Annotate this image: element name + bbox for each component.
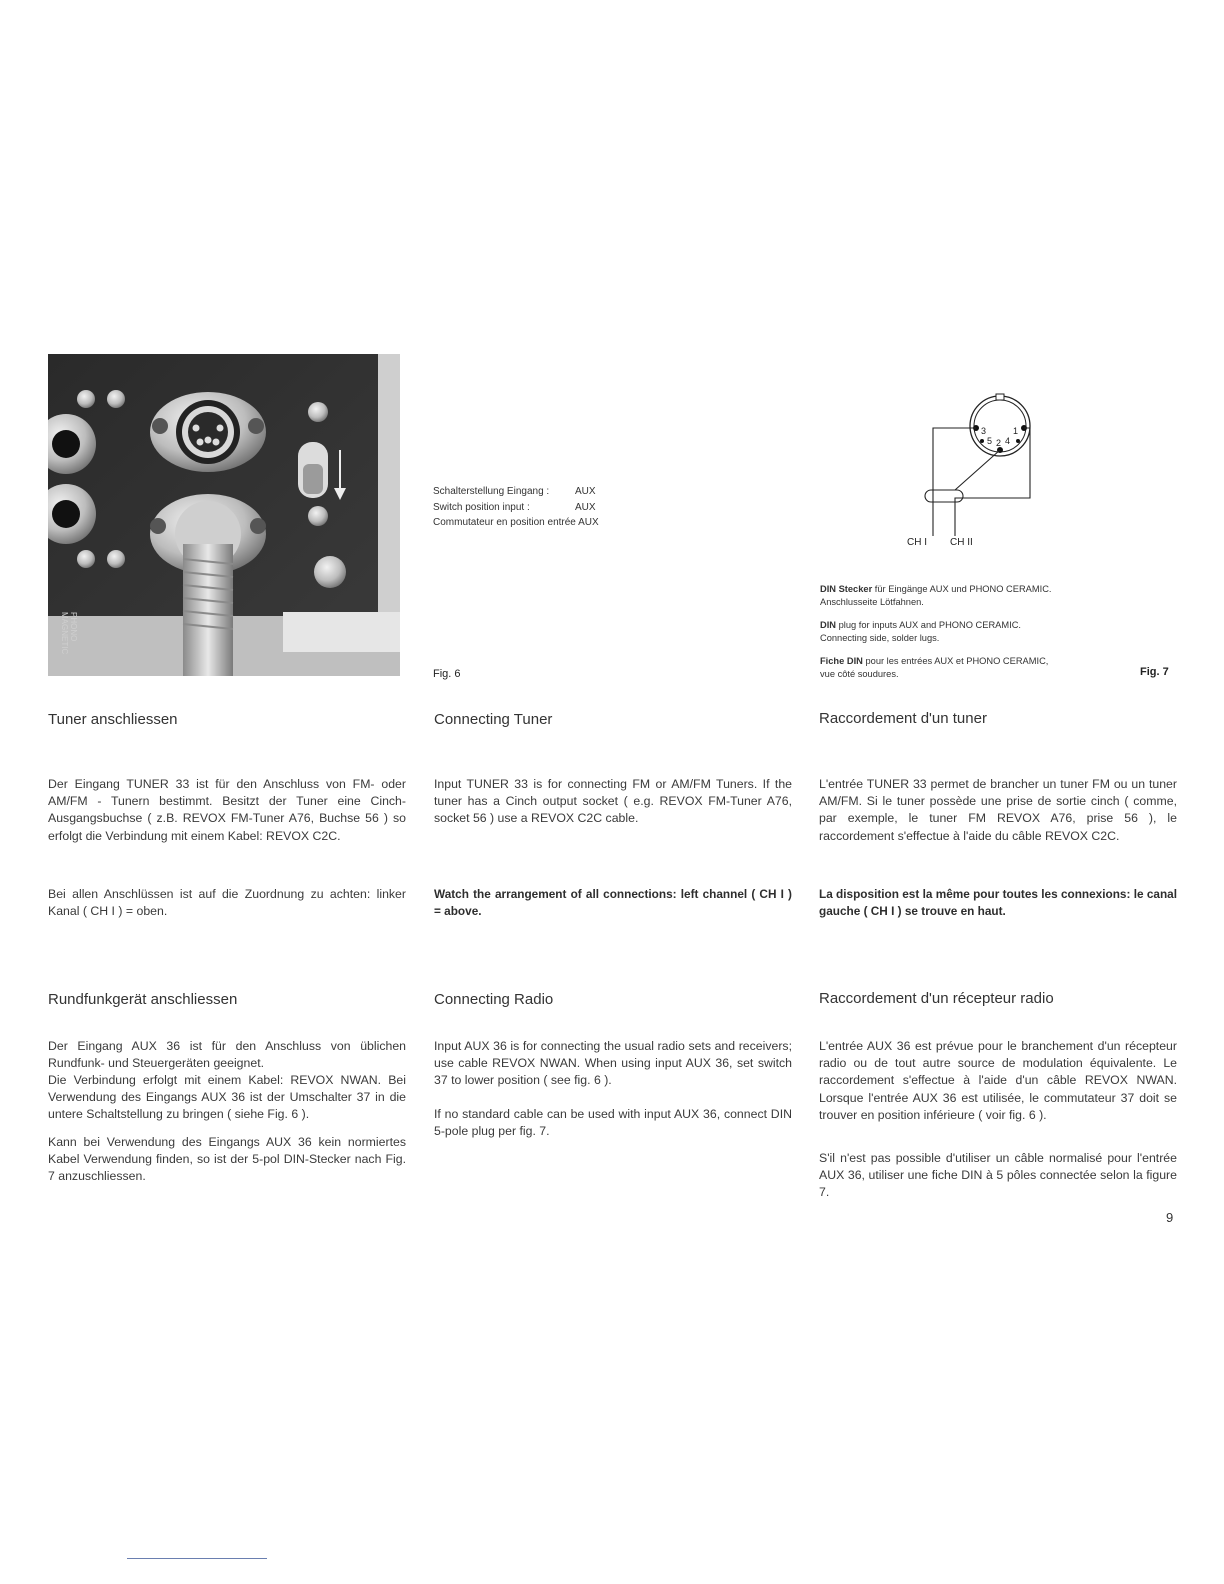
- caption-value: AUX: [575, 486, 596, 497]
- tuner-note-de: Bei allen Anschlüssen ist auf die Zuordnung zu achten: linker Kanal ( CH I ) = oben.: [48, 887, 406, 919]
- photo-label-phono: PHONO: [69, 612, 78, 642]
- tuner-body-fr: L'entrée TUNER 33 permet de brancher un tuner FM ou un tuner AM/FM. Si le tuner possède une prise de sortie cinch ( comme, par exemple, le tuner FM REVOX A76, prise 56 ), le raccordement s'effectue à l'aide du câble REVOX C2C.: [819, 777, 1177, 843]
- caption-row: [433, 484, 599, 500]
- radio-body-fr: L'entrée AUX 36 est prévue pour le branchement d'un récepteur radio ou de tout autre source de modulation équivalente. Le raccordement s'effectue à l'aide d'un câble REVOX NWAN. Lorsque l'entrée AUX 36 est utilisée, le commutateur 37 doit se trouver en position inférieure ( voir fig. 6 ).: [819, 1039, 1177, 1122]
- tuner-note-fr: La disposition est la même pour toutes les connexions: le canal gauche ( CH I ) se trouve en haut.: [819, 887, 1177, 919]
- radio-body2-de: Die Verbindung erfolgt mit einem Kabel: REVOX NWAN. Bei Verwendung des Eingangs AUX 36 ist der Umschalter 37 in die untere Schaltstellung zu bringen ( siehe Fig. 6 ).: [48, 1073, 406, 1122]
- fig7-caption-en: [820, 619, 1060, 645]
- radio-body2-en: If no standard cable can be used with input AUX 36, connect DIN 5-pole plug per fig. 7.: [434, 1107, 792, 1139]
- radio-title-en: Connecting Radio: [434, 991, 554, 1008]
- rear-panel-illustration: [48, 354, 400, 676]
- tuner-title-de: Tuner anschliessen: [48, 711, 178, 728]
- fig7-captions: [820, 583, 1060, 691]
- caption-label: Switch position input :: [433, 501, 530, 513]
- fig7-caption-de: [820, 583, 1060, 609]
- radio-title-fr: Raccordement d'un récepteur radio: [819, 990, 1054, 1007]
- fig7-label: Fig. 7: [1140, 666, 1169, 678]
- page-number: 9: [1166, 1210, 1174, 1225]
- pin-1: 1: [1013, 426, 1019, 436]
- tuner-title-fr: Raccordement d'un tuner: [819, 710, 987, 727]
- pin-2: 2: [996, 438, 1002, 448]
- caption-row: [433, 500, 599, 516]
- tuner-title-en: Connecting Tuner: [434, 711, 553, 728]
- channel-left-label: CH I: [907, 537, 927, 548]
- pin-3: 3: [981, 426, 987, 436]
- caption-label: Commutateur en position entrée AUX: [433, 517, 599, 528]
- caption-bold: Fiche DIN: [820, 656, 863, 666]
- caption-row: [433, 515, 599, 531]
- caption-bold: DIN: [820, 620, 837, 630]
- caption-text: plug for inputs AUX and PHONO CERAMIC. Connecting side, solder lugs.: [820, 620, 1021, 643]
- pin-4: 4: [1005, 436, 1011, 446]
- fig7-diagram: [895, 386, 1045, 551]
- tuner-note-en: Watch the arrangement of all connections: left channel ( CH I ) = above.: [434, 887, 792, 919]
- fig6-photo: [48, 354, 400, 676]
- caption-text: pour les entrées AUX et PHONO CERAMIC, vue côté soudures.: [820, 656, 1049, 679]
- tuner-body-en: Input TUNER 33 is for connecting FM or AM/FM Tuners. If the tuner has a Cinch output socket ( e.g. REVOX FM-Tuner A76, socket 56 ) use a REVOX C2C cable.: [434, 777, 792, 826]
- din-plug-diagram: [895, 386, 1045, 551]
- radio-body2-fr: S'il n'est pas possible d'utiliser un câble normalisé pour l'entrée AUX 36, utiliser une fiche DIN à 5 pôles connectée selon la figure 7.: [819, 1151, 1177, 1200]
- caption-label: Schalterstellung Eingang :: [433, 486, 550, 497]
- caption-bold: DIN Stecker: [820, 584, 873, 594]
- tuner-body-de: Der Eingang TUNER 33 ist für den Anschluss von FM- oder AM/FM - Tunern bestimmt. Besitzt der Tuner eine Cinch-Ausgangsbuchse ( z.B. REVOX FM-Tuner A76, Buchse 56 ) so erfolgt die Verbindung mit einem Kabel: REVOX C2C.: [48, 777, 406, 843]
- caption-value: AUX: [575, 501, 596, 513]
- photo-label-magnetic: MAGNETIC: [60, 612, 69, 655]
- pin-5: 5: [987, 436, 993, 446]
- channel-right-label: CH II: [950, 537, 973, 548]
- radio-body3-de: Kann bei Verwendung des Eingangs AUX 36 kein normiertes Kabel Verwendung finden, so ist der 5-pol DIN-Stecker nach Fig. 7 anzuschliessen.: [48, 1135, 406, 1184]
- photo-label: [48, 612, 78, 655]
- radio-body-en: Input AUX 36 is for connecting the usual radio sets and receivers; use cable REVOX NWAN. When using input AUX 36, set switch 37 to lower position ( see fig. 6 ).: [434, 1039, 792, 1088]
- footer-rule: [127, 1558, 267, 1559]
- fig6-caption: [433, 484, 599, 531]
- fig7-caption-fr: [820, 655, 1060, 681]
- fig6-label: Fig. 6: [433, 668, 461, 680]
- radio-body-de: Der Eingang AUX 36 ist für den Anschluss von üblichen Rundfunk- und Steuergeräten geeignet.: [48, 1039, 406, 1071]
- radio-title-de: Rundfunkgerät anschliessen: [48, 991, 238, 1008]
- caption-text: für Eingänge AUX und PHONO CERAMIC. Anschlusseite Lötfahnen.: [820, 584, 1052, 607]
